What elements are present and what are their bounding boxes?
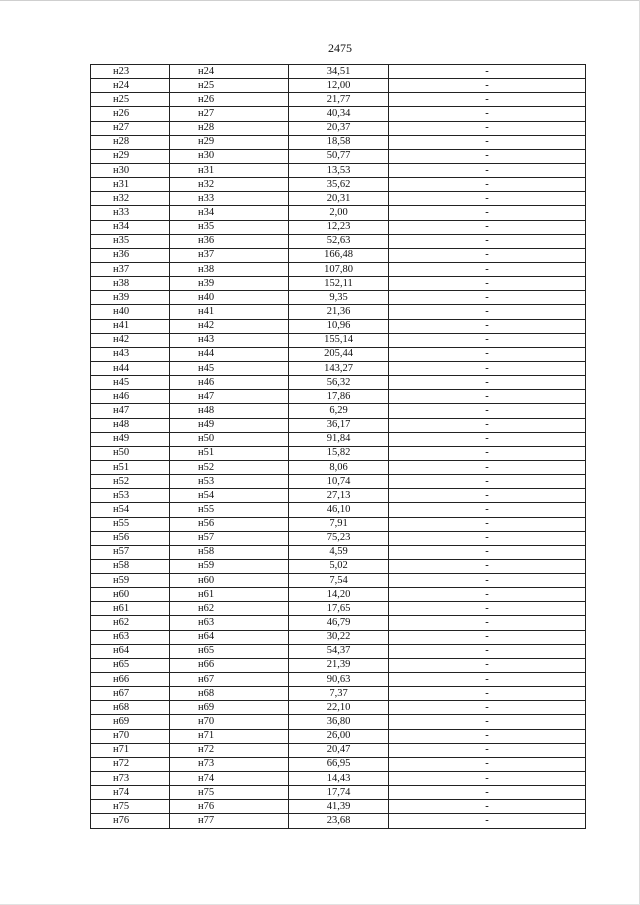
from-point-cell: н46 (91, 390, 170, 404)
length-cell: 75,23 (289, 531, 389, 545)
table-row (91, 178, 586, 192)
note-cell: - (389, 121, 586, 135)
note-cell: - (389, 291, 586, 305)
from-point-cell: н49 (91, 432, 170, 446)
to-point-cell: н61 (170, 588, 289, 602)
table-row (91, 644, 586, 658)
table-row (91, 630, 586, 644)
length-cell: 14,43 (289, 772, 389, 786)
note-cell: - (389, 786, 586, 800)
from-point-cell: н59 (91, 574, 170, 588)
note-cell: - (389, 588, 586, 602)
from-point-cell: н30 (91, 163, 170, 177)
to-point-cell: н74 (170, 772, 289, 786)
to-point-cell: н33 (170, 192, 289, 206)
table-row (91, 559, 586, 573)
length-cell: 107,80 (289, 262, 389, 276)
length-cell: 35,62 (289, 178, 389, 192)
from-point-cell: н71 (91, 743, 170, 757)
length-cell: 17,74 (289, 786, 389, 800)
note-cell: - (389, 234, 586, 248)
to-point-cell: н24 (170, 65, 289, 79)
note-cell: - (389, 418, 586, 432)
to-point-cell: н49 (170, 418, 289, 432)
length-cell: 10,74 (289, 475, 389, 489)
table-row (91, 206, 586, 220)
to-point-cell: н77 (170, 814, 289, 828)
to-point-cell: н47 (170, 390, 289, 404)
table-row (91, 729, 586, 743)
table-row (91, 192, 586, 206)
to-point-cell: н75 (170, 786, 289, 800)
from-point-cell: н66 (91, 673, 170, 687)
table-row (91, 800, 586, 814)
table-row (91, 687, 586, 701)
length-cell: 18,58 (289, 135, 389, 149)
from-point-cell: н41 (91, 319, 170, 333)
table-row (91, 93, 586, 107)
note-cell: - (389, 658, 586, 672)
length-cell: 14,20 (289, 588, 389, 602)
to-point-cell: н65 (170, 644, 289, 658)
from-point-cell: н47 (91, 404, 170, 418)
to-point-cell: н35 (170, 220, 289, 234)
from-point-cell: н35 (91, 234, 170, 248)
note-cell: - (389, 404, 586, 418)
table-row (91, 545, 586, 559)
from-point-cell: н64 (91, 644, 170, 658)
table-row (91, 248, 586, 262)
table-row (91, 149, 586, 163)
length-cell: 90,63 (289, 673, 389, 687)
to-point-cell: н25 (170, 79, 289, 93)
table-row (91, 234, 586, 248)
note-cell: - (389, 305, 586, 319)
to-point-cell: н38 (170, 262, 289, 276)
note-cell: - (389, 772, 586, 786)
from-point-cell: н25 (91, 93, 170, 107)
note-cell: - (389, 545, 586, 559)
table-row (91, 602, 586, 616)
note-cell: - (389, 206, 586, 220)
to-point-cell: н63 (170, 616, 289, 630)
to-point-cell: н60 (170, 574, 289, 588)
length-cell: 36,17 (289, 418, 389, 432)
to-point-cell: н67 (170, 673, 289, 687)
table-row (91, 432, 586, 446)
length-cell: 52,63 (289, 234, 389, 248)
from-point-cell: н69 (91, 715, 170, 729)
from-point-cell: н38 (91, 277, 170, 291)
table-row (91, 107, 586, 121)
to-point-cell: н53 (170, 475, 289, 489)
length-cell: 152,11 (289, 277, 389, 291)
to-point-cell: н57 (170, 531, 289, 545)
table-row (91, 79, 586, 93)
note-cell: - (389, 65, 586, 79)
from-point-cell: н62 (91, 616, 170, 630)
note-cell: - (389, 178, 586, 192)
note-cell: - (389, 376, 586, 390)
to-point-cell: н66 (170, 658, 289, 672)
to-point-cell: н62 (170, 602, 289, 616)
note-cell: - (389, 800, 586, 814)
length-cell: 23,68 (289, 814, 389, 828)
from-point-cell: н44 (91, 361, 170, 375)
note-cell: - (389, 673, 586, 687)
from-point-cell: н52 (91, 475, 170, 489)
from-point-cell: н67 (91, 687, 170, 701)
from-point-cell: н32 (91, 192, 170, 206)
length-cell: 66,95 (289, 757, 389, 771)
note-cell: - (389, 517, 586, 531)
note-cell: - (389, 602, 586, 616)
length-cell: 5,02 (289, 559, 389, 573)
length-cell: 46,10 (289, 503, 389, 517)
from-point-cell: н45 (91, 376, 170, 390)
boundary-segments-table (90, 64, 586, 829)
note-cell: - (389, 135, 586, 149)
note-cell: - (389, 93, 586, 107)
length-cell: 54,37 (289, 644, 389, 658)
table-body (91, 65, 586, 829)
length-cell: 17,65 (289, 602, 389, 616)
length-cell: 34,51 (289, 65, 389, 79)
to-point-cell: н32 (170, 178, 289, 192)
from-point-cell: н40 (91, 305, 170, 319)
to-point-cell: н76 (170, 800, 289, 814)
note-cell: - (389, 715, 586, 729)
table-row (91, 715, 586, 729)
length-cell: 40,34 (289, 107, 389, 121)
from-point-cell: н23 (91, 65, 170, 79)
from-point-cell: н56 (91, 531, 170, 545)
from-point-cell: н60 (91, 588, 170, 602)
table-row (91, 418, 586, 432)
note-cell: - (389, 149, 586, 163)
table-row (91, 460, 586, 474)
length-cell: 26,00 (289, 729, 389, 743)
length-cell: 22,10 (289, 701, 389, 715)
to-point-cell: н69 (170, 701, 289, 715)
from-point-cell: н58 (91, 559, 170, 573)
from-point-cell: н37 (91, 262, 170, 276)
to-point-cell: н34 (170, 206, 289, 220)
table-row (91, 489, 586, 503)
from-point-cell: н29 (91, 149, 170, 163)
note-cell: - (389, 757, 586, 771)
note-cell: - (389, 79, 586, 93)
table-row (91, 404, 586, 418)
from-point-cell: н65 (91, 658, 170, 672)
from-point-cell: н42 (91, 333, 170, 347)
note-cell: - (389, 333, 586, 347)
length-cell: 21,39 (289, 658, 389, 672)
to-point-cell: н51 (170, 446, 289, 460)
from-point-cell: н57 (91, 545, 170, 559)
length-cell: 27,13 (289, 489, 389, 503)
from-point-cell: н27 (91, 121, 170, 135)
to-point-cell: н58 (170, 545, 289, 559)
note-cell: - (389, 192, 586, 206)
length-cell: 8,06 (289, 460, 389, 474)
note-cell: - (389, 347, 586, 361)
length-cell: 41,39 (289, 800, 389, 814)
to-point-cell: н70 (170, 715, 289, 729)
note-cell: - (389, 460, 586, 474)
length-cell: 50,77 (289, 149, 389, 163)
note-cell: - (389, 319, 586, 333)
note-cell: - (389, 616, 586, 630)
to-point-cell: н31 (170, 163, 289, 177)
length-cell: 12,00 (289, 79, 389, 93)
to-point-cell: н73 (170, 757, 289, 771)
length-cell: 10,96 (289, 319, 389, 333)
length-cell: 4,59 (289, 545, 389, 559)
length-cell: 2,00 (289, 206, 389, 220)
note-cell: - (389, 277, 586, 291)
note-cell: - (389, 220, 586, 234)
table-row (91, 786, 586, 800)
from-point-cell: н53 (91, 489, 170, 503)
note-cell: - (389, 630, 586, 644)
to-point-cell: н72 (170, 743, 289, 757)
note-cell: - (389, 559, 586, 573)
to-point-cell: н28 (170, 121, 289, 135)
length-cell: 6,29 (289, 404, 389, 418)
page-number: 2475 (328, 41, 352, 55)
from-point-cell: н73 (91, 772, 170, 786)
to-point-cell: н41 (170, 305, 289, 319)
to-point-cell: н52 (170, 460, 289, 474)
table-row (91, 701, 586, 715)
table-row (91, 135, 586, 149)
from-point-cell: н31 (91, 178, 170, 192)
from-point-cell: н76 (91, 814, 170, 828)
from-point-cell: н28 (91, 135, 170, 149)
table-row (91, 517, 586, 531)
note-cell: - (389, 262, 586, 276)
length-cell: 56,32 (289, 376, 389, 390)
note-cell: - (389, 361, 586, 375)
to-point-cell: н27 (170, 107, 289, 121)
to-point-cell: н48 (170, 404, 289, 418)
length-cell: 7,54 (289, 574, 389, 588)
note-cell: - (389, 814, 586, 828)
from-point-cell: н68 (91, 701, 170, 715)
note-cell: - (389, 475, 586, 489)
table-row (91, 121, 586, 135)
to-point-cell: н50 (170, 432, 289, 446)
to-point-cell: н37 (170, 248, 289, 262)
from-point-cell: н63 (91, 630, 170, 644)
scan-top-edge (0, 0, 640, 1)
note-cell: - (389, 489, 586, 503)
note-cell: - (389, 390, 586, 404)
length-cell: 166,48 (289, 248, 389, 262)
to-point-cell: н55 (170, 503, 289, 517)
to-point-cell: н29 (170, 135, 289, 149)
length-cell: 20,47 (289, 743, 389, 757)
to-point-cell: н42 (170, 319, 289, 333)
length-cell: 7,91 (289, 517, 389, 531)
to-point-cell: н44 (170, 347, 289, 361)
from-point-cell: н39 (91, 291, 170, 305)
table-row (91, 588, 586, 602)
to-point-cell: н26 (170, 93, 289, 107)
table-row (91, 503, 586, 517)
from-point-cell: н54 (91, 503, 170, 517)
table-row (91, 291, 586, 305)
table-row (91, 361, 586, 375)
to-point-cell: н68 (170, 687, 289, 701)
from-point-cell: н55 (91, 517, 170, 531)
note-cell: - (389, 503, 586, 517)
from-point-cell: н36 (91, 248, 170, 262)
to-point-cell: н40 (170, 291, 289, 305)
note-cell: - (389, 446, 586, 460)
length-cell: 9,35 (289, 291, 389, 305)
table-row (91, 262, 586, 276)
from-point-cell: н43 (91, 347, 170, 361)
length-cell: 155,14 (289, 333, 389, 347)
table-row (91, 743, 586, 757)
table-row (91, 376, 586, 390)
to-point-cell: н56 (170, 517, 289, 531)
note-cell: - (389, 163, 586, 177)
note-cell: - (389, 248, 586, 262)
from-point-cell: н34 (91, 220, 170, 234)
note-cell: - (389, 107, 586, 121)
length-cell: 46,79 (289, 616, 389, 630)
length-cell: 21,77 (289, 93, 389, 107)
table-row (91, 574, 586, 588)
to-point-cell: н64 (170, 630, 289, 644)
length-cell: 21,36 (289, 305, 389, 319)
to-point-cell: н39 (170, 277, 289, 291)
from-point-cell: н72 (91, 757, 170, 771)
to-point-cell: н36 (170, 234, 289, 248)
length-cell: 36,80 (289, 715, 389, 729)
length-cell: 15,82 (289, 446, 389, 460)
length-cell: 13,53 (289, 163, 389, 177)
from-point-cell: н61 (91, 602, 170, 616)
note-cell: - (389, 574, 586, 588)
table-row (91, 475, 586, 489)
from-point-cell: н26 (91, 107, 170, 121)
table-row (91, 658, 586, 672)
length-cell: 205,44 (289, 347, 389, 361)
to-point-cell: н54 (170, 489, 289, 503)
note-cell: - (389, 687, 586, 701)
table-row (91, 333, 586, 347)
to-point-cell: н59 (170, 559, 289, 573)
table-row (91, 673, 586, 687)
table-row (91, 65, 586, 79)
note-cell: - (389, 743, 586, 757)
from-point-cell: н50 (91, 446, 170, 460)
table-row (91, 277, 586, 291)
from-point-cell: н75 (91, 800, 170, 814)
length-cell: 30,22 (289, 630, 389, 644)
from-point-cell: н48 (91, 418, 170, 432)
from-point-cell: н33 (91, 206, 170, 220)
to-point-cell: н71 (170, 729, 289, 743)
length-cell: 7,37 (289, 687, 389, 701)
from-point-cell: н70 (91, 729, 170, 743)
table-row (91, 616, 586, 630)
to-point-cell: н30 (170, 149, 289, 163)
from-point-cell: н24 (91, 79, 170, 93)
note-cell: - (389, 729, 586, 743)
table-row (91, 446, 586, 460)
to-point-cell: н46 (170, 376, 289, 390)
table-row (91, 305, 586, 319)
to-point-cell: н43 (170, 333, 289, 347)
to-point-cell: н45 (170, 361, 289, 375)
note-cell: - (389, 701, 586, 715)
length-cell: 91,84 (289, 432, 389, 446)
table-row (91, 347, 586, 361)
table-row (91, 814, 586, 828)
from-point-cell: н51 (91, 460, 170, 474)
length-cell: 20,37 (289, 121, 389, 135)
from-point-cell: н74 (91, 786, 170, 800)
table-row (91, 220, 586, 234)
table-row (91, 772, 586, 786)
table-row (91, 390, 586, 404)
length-cell: 143,27 (289, 361, 389, 375)
note-cell: - (389, 432, 586, 446)
table-row (91, 757, 586, 771)
length-cell: 20,31 (289, 192, 389, 206)
length-cell: 17,86 (289, 390, 389, 404)
table-row (91, 531, 586, 545)
length-cell: 12,23 (289, 220, 389, 234)
table-row (91, 319, 586, 333)
note-cell: - (389, 531, 586, 545)
note-cell: - (389, 644, 586, 658)
table-row (91, 163, 586, 177)
